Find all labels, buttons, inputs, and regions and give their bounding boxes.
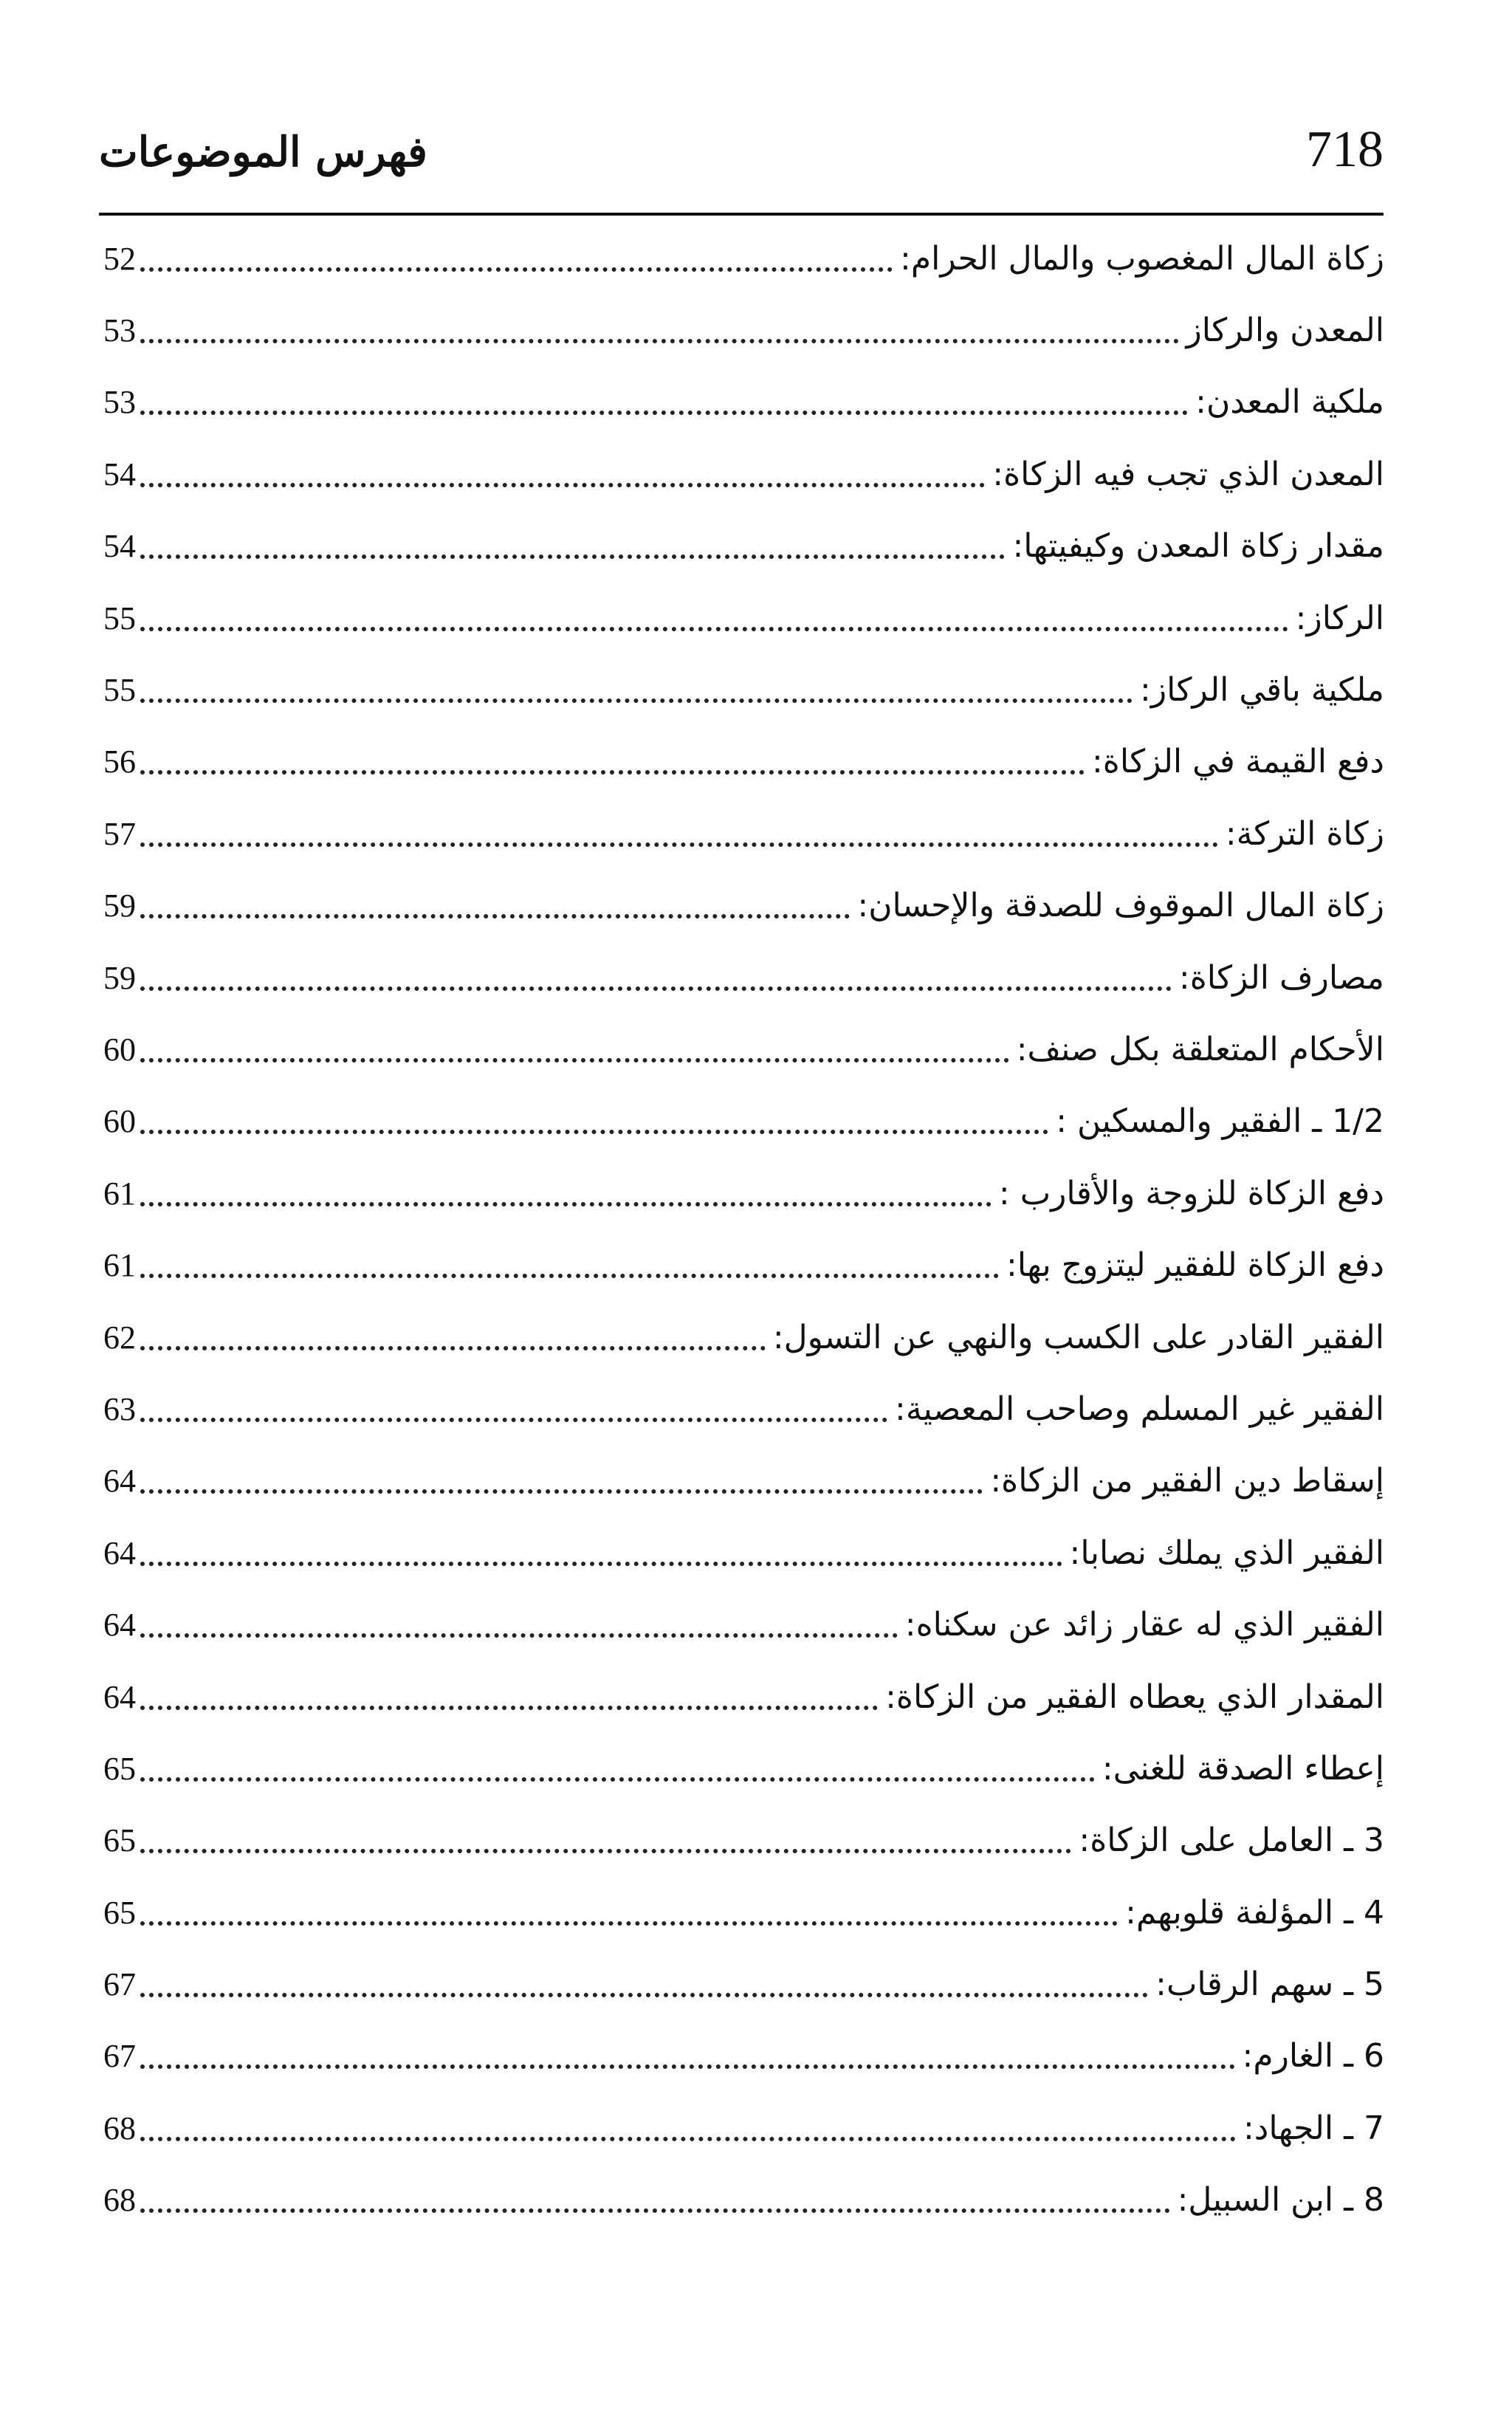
toc-entry-title: ملكية باقي الركاز:: [1140, 671, 1384, 710]
toc-page-number: 65: [103, 1894, 136, 1931]
page-number: 718: [1306, 121, 1384, 178]
toc-page-number: 61: [103, 1247, 136, 1284]
toc-entry: [103, 1229, 1384, 1301]
toc-page-number: 52: [103, 240, 136, 277]
toc-page-number: 67: [103, 1966, 136, 2003]
toc-entry: [103, 1661, 1384, 1733]
toc-entry-title: المعدن والركاز: [1186, 312, 1384, 350]
header-rule: [99, 213, 1384, 216]
toc-page-number: 67: [103, 2038, 136, 2075]
toc-entry: [103, 367, 1384, 439]
toc-entry-title: زكاة المال الموقوف للصدقة والإحسان:: [857, 887, 1384, 925]
toc-entry: [103, 1733, 1384, 1805]
dot-leader: [140, 627, 1288, 631]
toc-entry-title: الأحكام المتعلقة بكل صنف:: [1016, 1030, 1384, 1068]
table-of-contents: [103, 223, 1384, 2236]
dot-leader: [140, 1130, 1048, 1134]
toc-page-number: 59: [103, 959, 136, 996]
toc-entry-title: 6 ـ الغارم:: [1242, 2037, 1384, 2076]
toc-entry-title: زكاة التركة:: [1225, 814, 1384, 853]
toc-entry: [103, 295, 1384, 366]
toc-page-number: 57: [103, 815, 136, 852]
toc-entry-title: مقدار زكاة المعدن وكيفيتها:: [1012, 527, 1384, 566]
dot-leader: [140, 986, 1172, 991]
toc-page-number: 53: [103, 384, 136, 421]
toc-entry: [103, 1949, 1384, 2020]
toc-page-number: 61: [103, 1175, 136, 1212]
dot-leader: [140, 339, 1179, 343]
dot-leader: [140, 1274, 999, 1278]
toc-entry: [103, 1086, 1384, 1158]
dot-leader: [140, 2208, 1170, 2213]
page-header: [99, 118, 1384, 199]
toc-entry-title: دفع القيمة في الزكاة:: [1091, 743, 1384, 781]
toc-entry-title: ملكية المعدن:: [1195, 383, 1384, 422]
toc-entry-title: زكاة المال المغصوب والمال الحرام:: [900, 239, 1384, 278]
toc-entry: [103, 798, 1384, 870]
dot-leader: [140, 1418, 887, 1422]
toc-entry-title: المعدن الذي تجب فيه الزكاة:: [992, 455, 1384, 493]
toc-page-number: 59: [103, 888, 136, 924]
toc-page-number: 64: [103, 1463, 136, 1500]
toc-entry-title: المقدار الذي يعطاه الفقير من الزكاة:: [885, 1678, 1384, 1716]
toc-entry: [103, 1877, 1384, 1949]
dot-leader: [140, 1921, 1118, 1926]
toc-page-number: 60: [103, 1031, 136, 1068]
toc-entry: [103, 511, 1384, 583]
toc-entry: [103, 2021, 1384, 2093]
toc-entry: [103, 2093, 1384, 2164]
dot-leader: [140, 770, 1085, 775]
toc-page-number: 63: [103, 1390, 136, 1427]
toc-entry-title: الفقير الذي يملك نصابا:: [1069, 1534, 1384, 1572]
toc-entry-title: 3 ـ العامل على الزكاة:: [1079, 1822, 1384, 1860]
toc-page-number: 64: [103, 1678, 136, 1715]
toc-entry-title: إسقاط دين الفقير من الزكاة:: [990, 1462, 1384, 1500]
dot-leader: [140, 1058, 1009, 1062]
toc-entry: [103, 1805, 1384, 1877]
running-title: فهرس الموضوعات: [99, 128, 427, 176]
dot-leader: [140, 411, 1188, 415]
toc-entry: [103, 1589, 1384, 1661]
dot-leader: [140, 698, 1133, 703]
toc-page-number: 65: [103, 1750, 136, 1787]
dot-leader: [140, 1849, 1071, 1853]
toc-entry: [103, 1014, 1384, 1085]
toc-entry-title: الفقير غير المسلم وصاحب المعصية:: [895, 1390, 1384, 1428]
toc-page-number: 64: [103, 1534, 136, 1571]
dot-leader: [140, 1777, 1095, 1782]
toc-entry: [103, 871, 1384, 942]
toc-entry: [103, 439, 1384, 510]
toc-entry: [103, 654, 1384, 726]
toc-page-number: 54: [103, 456, 136, 492]
toc-entry-title: الفقير الذي له عقار زائد عن سكناه:: [904, 1606, 1384, 1644]
toc-page-number: 68: [103, 2182, 136, 2219]
toc-entry: [103, 223, 1384, 295]
dot-leader: [140, 1706, 878, 1710]
toc-entry: [103, 583, 1384, 654]
toc-entry-title: الركاز:: [1295, 599, 1384, 637]
toc-entry-title: الفقير القادر على الكسب والنهي عن التسول:: [772, 1318, 1384, 1356]
toc-entry: [103, 942, 1384, 1014]
toc-page-number: 64: [103, 1607, 136, 1644]
dot-leader: [140, 1489, 983, 1494]
dot-leader: [140, 914, 850, 919]
toc-page-number: 60: [103, 1103, 136, 1140]
toc-entry: [103, 727, 1384, 798]
dot-leader: [140, 555, 1005, 559]
toc-page-number: 56: [103, 744, 136, 780]
dot-leader: [140, 2137, 1236, 2141]
toc-entry-title: دفع الزكاة للفقير ليتزوج بها:: [1006, 1246, 1384, 1285]
toc-entry: [103, 2165, 1384, 2236]
toc-entry: [103, 1517, 1384, 1589]
toc-entry-title: 8 ـ ابن السبيل:: [1177, 2181, 1384, 2220]
toc-entry-title: إعطاء الصدقة للغنى:: [1102, 1749, 1384, 1788]
toc-entry: [103, 1373, 1384, 1445]
toc-entry-title: مصارف الزكاة:: [1178, 958, 1384, 997]
dot-leader: [140, 1633, 898, 1638]
dot-leader: [140, 1202, 992, 1206]
toc-entry-title: 4 ـ المؤلفة قلوبهم:: [1125, 1893, 1384, 1932]
toc-entry-title: 7 ـ الجهاد:: [1243, 2109, 1384, 2147]
dot-leader: [140, 2064, 1235, 2069]
toc-page-number: 65: [103, 1822, 136, 1859]
dot-leader: [140, 483, 985, 487]
toc-entry: [103, 1158, 1384, 1229]
toc-page-number: 62: [103, 1319, 136, 1356]
dot-leader: [140, 1993, 1148, 1997]
dot-leader: [140, 1562, 1062, 1566]
toc-entry-title: 1/2 ـ الفقير والمسكين :: [1056, 1102, 1384, 1141]
toc-page-number: 68: [103, 2109, 136, 2146]
dot-leader: [140, 842, 1218, 847]
dot-leader: [140, 267, 893, 272]
toc-entry: [103, 1302, 1384, 1373]
toc-page-number: 54: [103, 528, 136, 565]
toc-entry: [103, 1446, 1384, 1517]
dot-leader: [140, 1346, 766, 1350]
toc-entry-title: دفع الزكاة للزوجة والأقارب :: [998, 1174, 1384, 1212]
toc-page-number: 53: [103, 312, 136, 349]
toc-page-number: 55: [103, 672, 136, 709]
toc-entry-title: 5 ـ سهم الرقاب:: [1155, 1966, 1384, 2004]
toc-page-number: 55: [103, 600, 136, 636]
